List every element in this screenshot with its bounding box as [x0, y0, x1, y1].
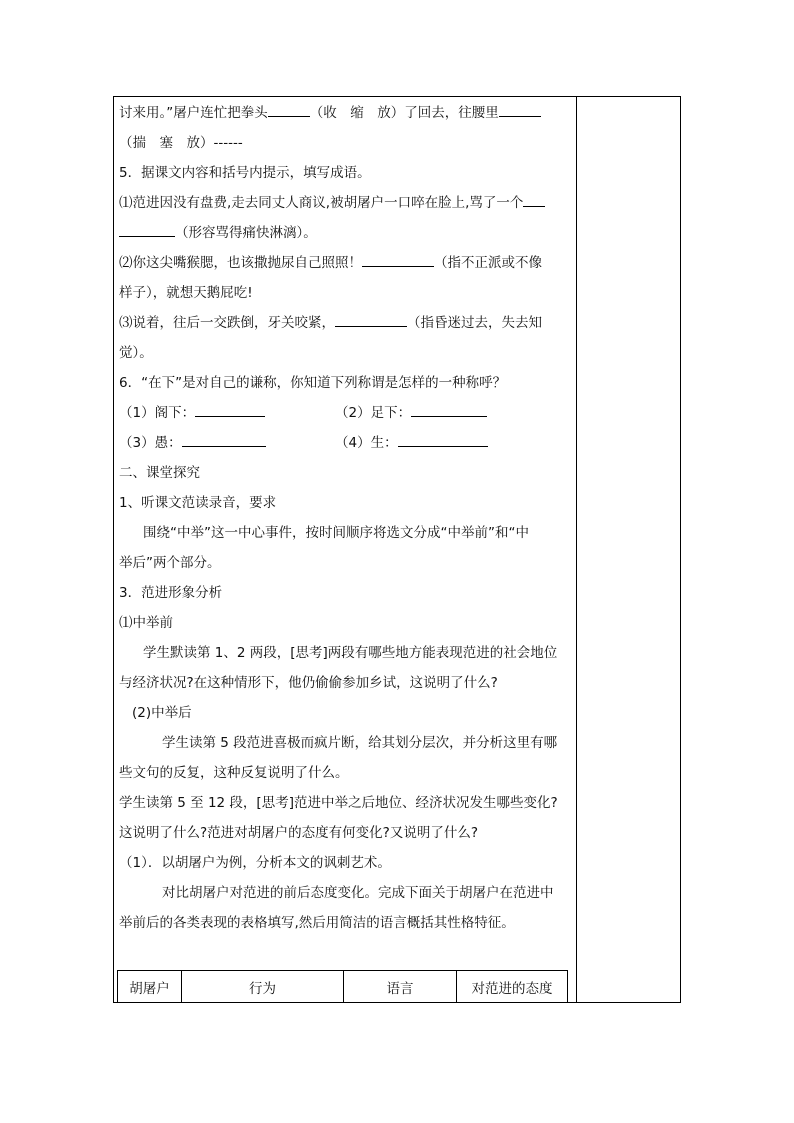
text: 学生默读第 1、2 两段，[思考]两段有哪些地方能表现范进的社会地位 — [143, 645, 558, 661]
step-4-body-cont — [119, 908, 571, 938]
question-5-item-3 — [119, 308, 571, 338]
text: （1）．以胡屠户为例，分析本文的讽刺艺术。 — [119, 855, 391, 871]
text: ⑶说着，往后一交跌倒，牙关咬紧， — [119, 315, 335, 331]
fill-blank[interactable] — [499, 102, 541, 117]
text: （形容骂得痛快淋漓）。 — [175, 225, 317, 241]
fill-blank[interactable] — [523, 192, 545, 207]
step-3-1-heading — [119, 608, 571, 638]
fill-blank[interactable] — [335, 312, 407, 327]
worksheet-content — [119, 98, 571, 938]
step-3-heading — [119, 578, 571, 608]
text: 学生读第 5 段范进喜极而疯片断，给其划分层次，并分析这里有哪 — [162, 735, 558, 751]
fill-blank[interactable] — [411, 402, 487, 417]
step-3-2-body-2-cont — [119, 818, 571, 848]
text: 6．“在下”是对自己的谦称，你知道下列称谓是怎样的一种称呼？ — [119, 375, 507, 391]
text: 举后”两个部分。 — [119, 555, 221, 571]
line-1 — [119, 98, 571, 128]
step-3-1-body-cont — [119, 668, 571, 698]
table-header-cell: 对范进的态度 — [457, 971, 568, 1003]
text: 围绕“中举”这一中心事件，按时间顺序将选文分成“中举前”和“中 — [143, 525, 529, 541]
step-1-body — [119, 518, 571, 548]
text: （指不正派或不像 — [434, 255, 542, 271]
step-1-heading — [119, 488, 571, 518]
fill-blank[interactable] — [398, 432, 488, 447]
step-1-body-cont — [119, 548, 571, 578]
text: 二、课堂探究 — [119, 465, 200, 481]
text: （指昏迷过去，失去知 — [407, 315, 542, 331]
step-3-2-heading — [119, 698, 571, 728]
question-5-item-2 — [119, 248, 571, 278]
text: 对比胡屠户对范进的前后态度变化。完成下面关于胡屠户在范进中 — [162, 885, 554, 901]
step-3-2-body-cont — [119, 758, 571, 788]
question-6-row-1 — [119, 398, 571, 428]
text: 这说明了什么?范进对胡屠户的态度有何变化?又说明了什么? — [119, 825, 478, 841]
fill-blank[interactable] — [195, 402, 265, 417]
text: 举前后的各类表现的表格填写,然后用简洁的语言概括其性格特征。 — [119, 915, 515, 931]
table-header-row — [118, 971, 568, 1003]
question-6-title — [119, 368, 571, 398]
fill-blank[interactable] — [362, 252, 434, 267]
fill-blank[interactable] — [119, 222, 175, 237]
text: （1）阁下： — [119, 405, 196, 421]
text: ⑴范进因没有盘费,走去同丈人商议,被胡屠户一口啐在脸上,骂了一个 — [119, 195, 524, 211]
text: （收 缩 放）了回去，往腰里 — [309, 105, 499, 121]
text: （3）愚： — [119, 435, 182, 451]
section-2-heading — [119, 458, 571, 488]
text: （揣 塞 放）------ — [119, 135, 243, 151]
question-5-item-3-cont — [119, 338, 571, 368]
text: 觉）。 — [119, 345, 153, 361]
table-header-cell: 胡屠户 — [118, 971, 182, 1003]
question-5-item-1 — [119, 188, 571, 218]
text: （2）足下： — [335, 405, 412, 421]
question-5-item-1-cont — [119, 218, 571, 248]
question-5-title — [119, 158, 571, 188]
fill-blank[interactable] — [182, 432, 266, 447]
right-column-divider — [576, 96, 577, 1003]
line-2 — [119, 128, 571, 158]
step-4-body — [119, 878, 571, 908]
step-3-1-body — [119, 638, 571, 668]
fill-blank[interactable] — [268, 102, 310, 117]
step-4-heading — [119, 848, 571, 878]
text: 样子），就想天鹅屁吃! — [119, 285, 253, 301]
text: 与经济状况?在这种情形下，他仍偷偷参加乡试，这说明了什么? — [119, 675, 498, 691]
question-6-row-2 — [119, 428, 571, 458]
text: ⑴中举前 — [119, 615, 173, 631]
butcher-analysis-table — [117, 970, 568, 1003]
text: 些文句的反复，这种反复说明了什么。 — [119, 765, 349, 781]
text: 学生读第 5 至 12 段，[思考]范进中举之后地位、经济状况发生哪些变化? — [119, 795, 558, 811]
text: ⑵你这尖嘴猴腮，也该撒抛尿自己照照！ — [119, 255, 362, 271]
text: 3．范进形象分析 — [119, 585, 223, 601]
text: (2)中举后 — [132, 705, 192, 721]
table-header-cell: 行为 — [182, 971, 344, 1003]
text: 5．据课文内容和括号内提示，填写成语。 — [119, 165, 371, 181]
step-3-2-body-2 — [119, 788, 571, 818]
step-3-2-body — [119, 728, 571, 758]
table-header-cell: 语言 — [344, 971, 457, 1003]
text: （4）生： — [335, 435, 398, 451]
text: 1、听课文范读录音，要求 — [119, 495, 277, 511]
question-5-item-2-cont — [119, 278, 571, 308]
text: 讨来用。”屠户连忙把拳头 — [119, 105, 268, 121]
